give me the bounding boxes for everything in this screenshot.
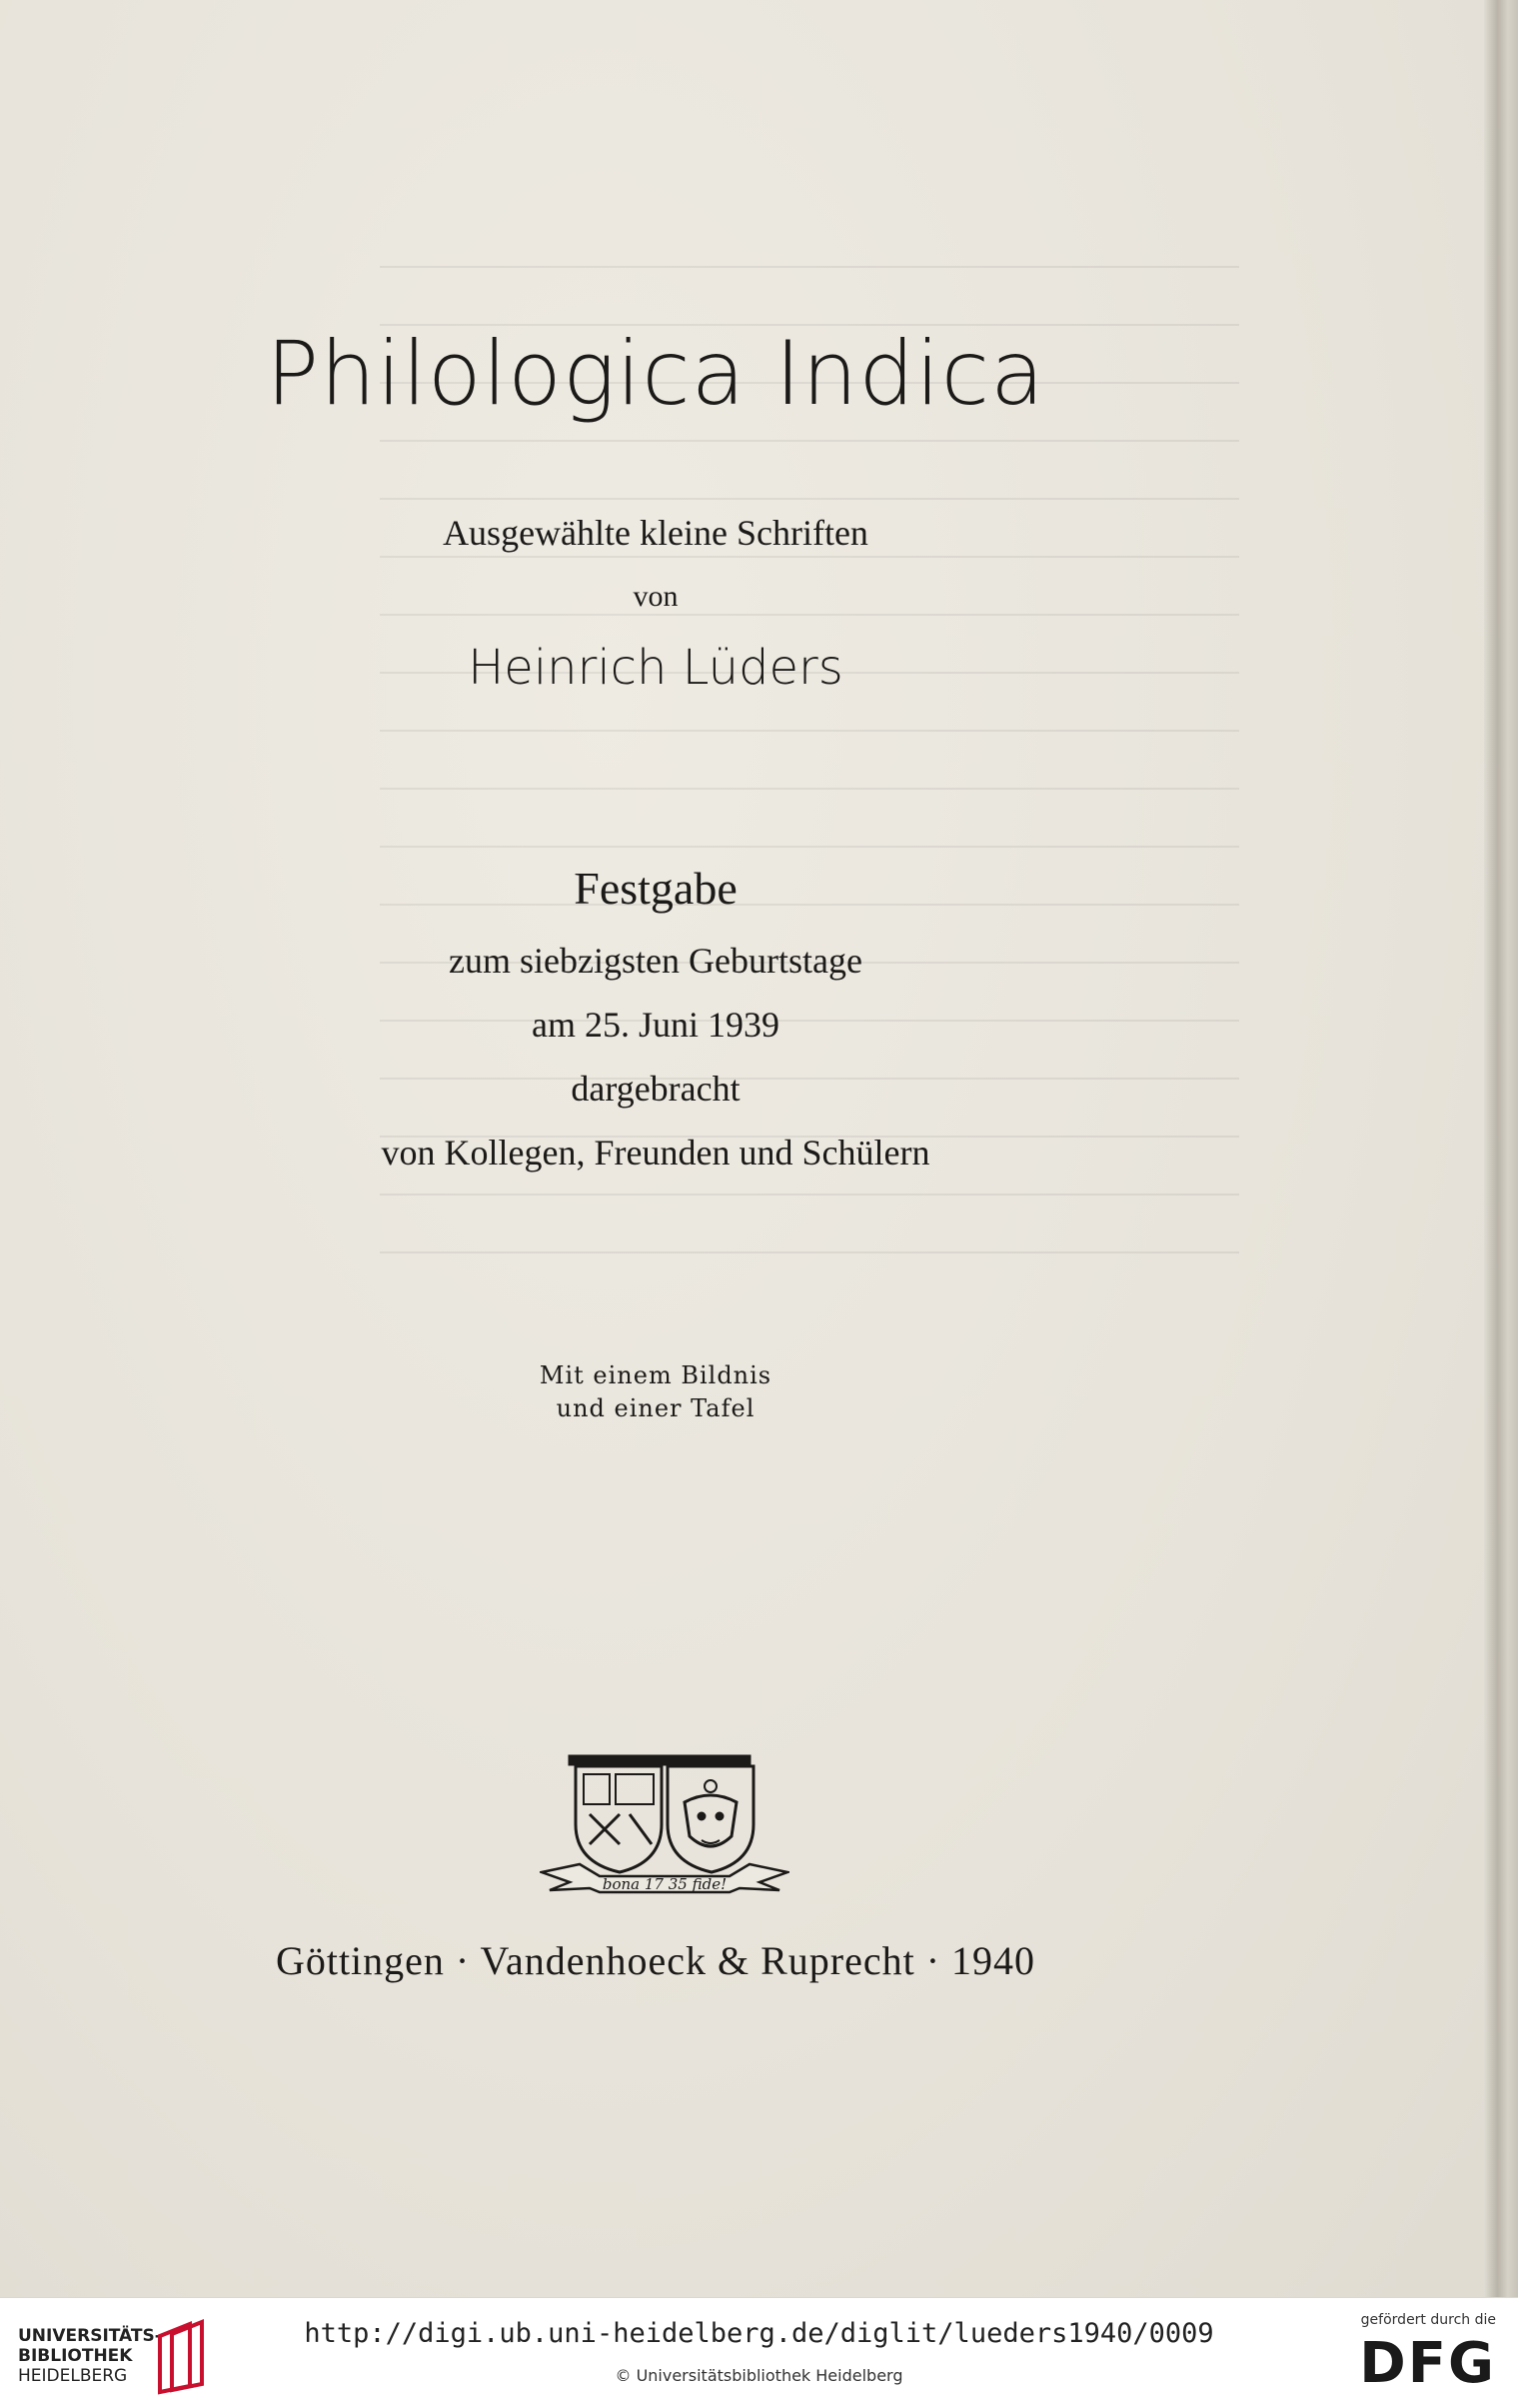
permalink-url[interactable]: http://digi.ub.uni-heidelberg.de/diglit/lueders1940/0009 xyxy=(304,2318,1214,2349)
illustration-note: und einer Tafel xyxy=(556,1394,756,1422)
dfg-logo[interactable]: DFG xyxy=(1359,2331,1496,2396)
festgabe-line: von Kollegen, Freunden und Schülern xyxy=(381,1133,930,1173)
emblem-motto: bona 17 35 fide! xyxy=(602,1875,728,1893)
funder-label: gefördert durch die xyxy=(1360,2312,1496,2328)
copyright-notice: © Universitätsbibliothek Heidelberg xyxy=(615,2366,903,2385)
publisher-emblem xyxy=(540,1744,789,1894)
illustration-note: Mit einem Bildnis xyxy=(539,1361,772,1389)
book-title: Philologica Indica xyxy=(266,322,1045,425)
festgabe-line: dargebracht xyxy=(571,1069,741,1109)
author-name: Heinrich Lüders xyxy=(468,640,843,696)
library-name-line: BIBLIOTHEK xyxy=(18,2346,133,2366)
book-subtitle: Ausgewählte kleine Schriften xyxy=(443,513,868,553)
by-line: von xyxy=(633,580,679,613)
library-name-line: HEIDELBERG xyxy=(18,2366,128,2386)
viewer-footer xyxy=(0,2297,1518,2408)
festgabe-line: zum siebzigsten Geburtstage xyxy=(449,941,862,981)
publisher-imprint: Göttingen · Vandenhoeck & Ruprecht · 1940 xyxy=(275,1938,1036,1983)
festgabe-line: am 25. Juni 1939 xyxy=(532,1005,779,1045)
festgabe-heading: Festgabe xyxy=(574,863,738,914)
library-name-line: UNIVERSITÄTS- xyxy=(18,2326,162,2346)
page-edge xyxy=(1484,0,1518,2297)
